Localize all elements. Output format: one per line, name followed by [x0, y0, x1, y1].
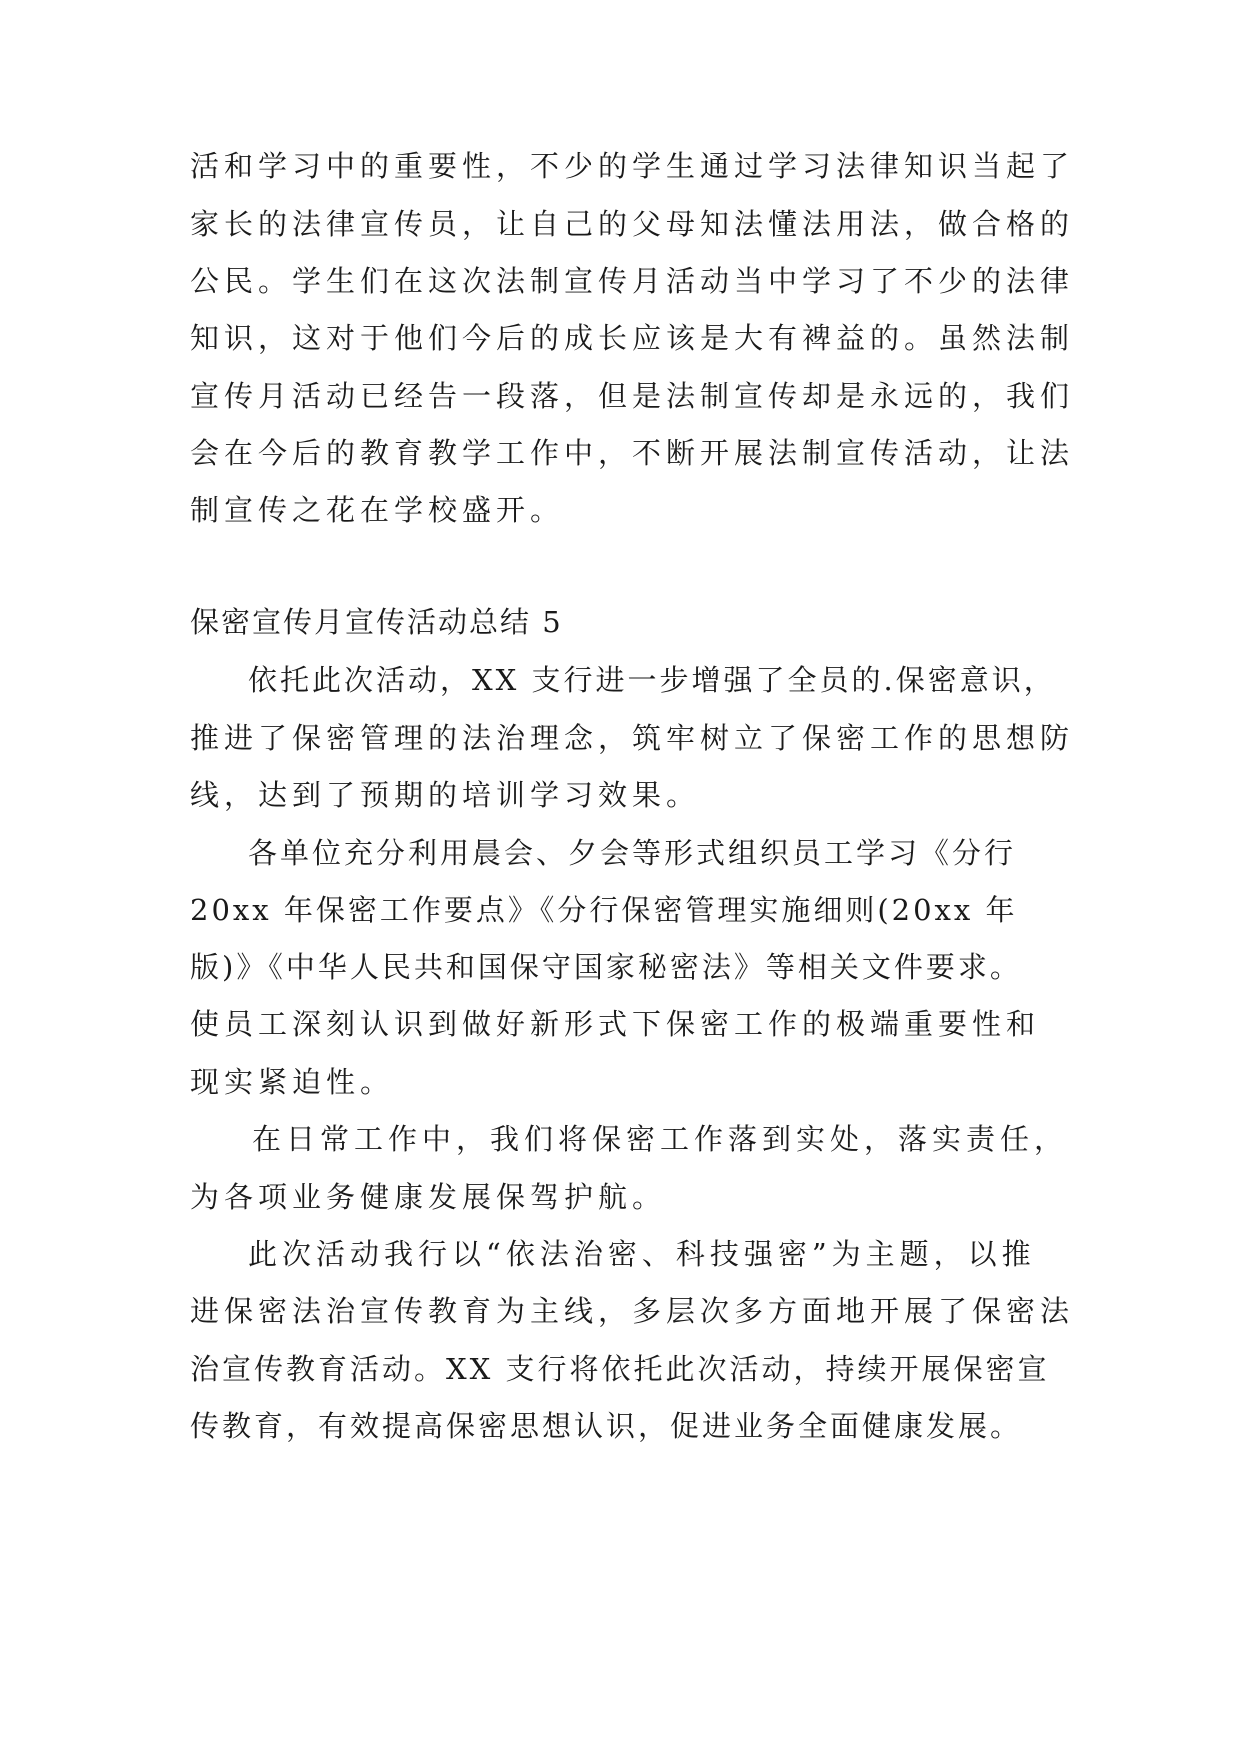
paragraph-line: 版)》《中华人民共和国保守国家秘密法》等相关文件要求。 — [190, 950, 1022, 984]
paragraph-line: 传教育，有效提高保密思想认识，促进业务全面健康发展。 — [190, 1409, 1023, 1443]
paragraph-line: 宣传月活动已经告一段落，但是法制宣传却是永远的，我们 — [190, 379, 1075, 413]
paragraph-line: 20xx 年保密工作要点》《分行保密管理实施细则(20xx 年 — [190, 893, 1018, 927]
paragraph-line: 会在今后的教育教学工作中，不断开展法制宣传活动，让法 — [190, 436, 1075, 470]
paragraph-line: 在日常工作中，我们将保密工作落到实处，落实责任， — [252, 1122, 1069, 1156]
paragraph-line: 公民。学生们在这次法制宣传月活动当中学习了不少的法律 — [190, 264, 1075, 298]
paragraph-line: 家长的法律宣传员，让自己的父母知法懂法用法，做合格的 — [190, 207, 1075, 241]
paragraph-line: 制宣传之花在学校盛开。 — [190, 493, 565, 527]
paragraph-line: 推进了保密管理的法治理念，筑牢树立了保密工作的思想防 — [190, 721, 1075, 755]
paragraph-line: 使员工深刻认识到做好新形式下保密工作的极端重要性和 — [190, 1007, 1041, 1041]
paragraph-line: 依托此次活动，XX 支行进一步增强了全员的.保密意识， — [248, 663, 1056, 697]
section-heading: 保密宣传月宣传活动总结 5 — [190, 605, 563, 639]
paragraph-line: 为各项业务健康发展保驾护航。 — [190, 1180, 667, 1214]
paragraph-line: 现实紧迫性。 — [190, 1065, 395, 1099]
paragraph-line: 活和学习中的重要性，不少的学生通过学习法律知识当起了 — [190, 149, 1075, 183]
paragraph-line: 线，达到了预期的培训学习效果。 — [190, 778, 701, 812]
paragraph-line: 治宣传教育活动。XX 支行将依托此次活动，持续开展保密宣 — [190, 1352, 1050, 1386]
paragraph-line: 知识，这对于他们今后的成长应该是大有裨益的。虽然法制 — [190, 321, 1075, 355]
paragraph-line: 进保密法治宣传教育为主线，多层次多方面地开展了保密法 — [190, 1294, 1075, 1328]
paragraph-line: 各单位充分利用晨会、夕会等形式组织员工学习《分行 — [248, 836, 1017, 870]
paragraph-line: 此次活动我行以“依法治密、科技强密”为主题，以推 — [248, 1237, 1036, 1271]
